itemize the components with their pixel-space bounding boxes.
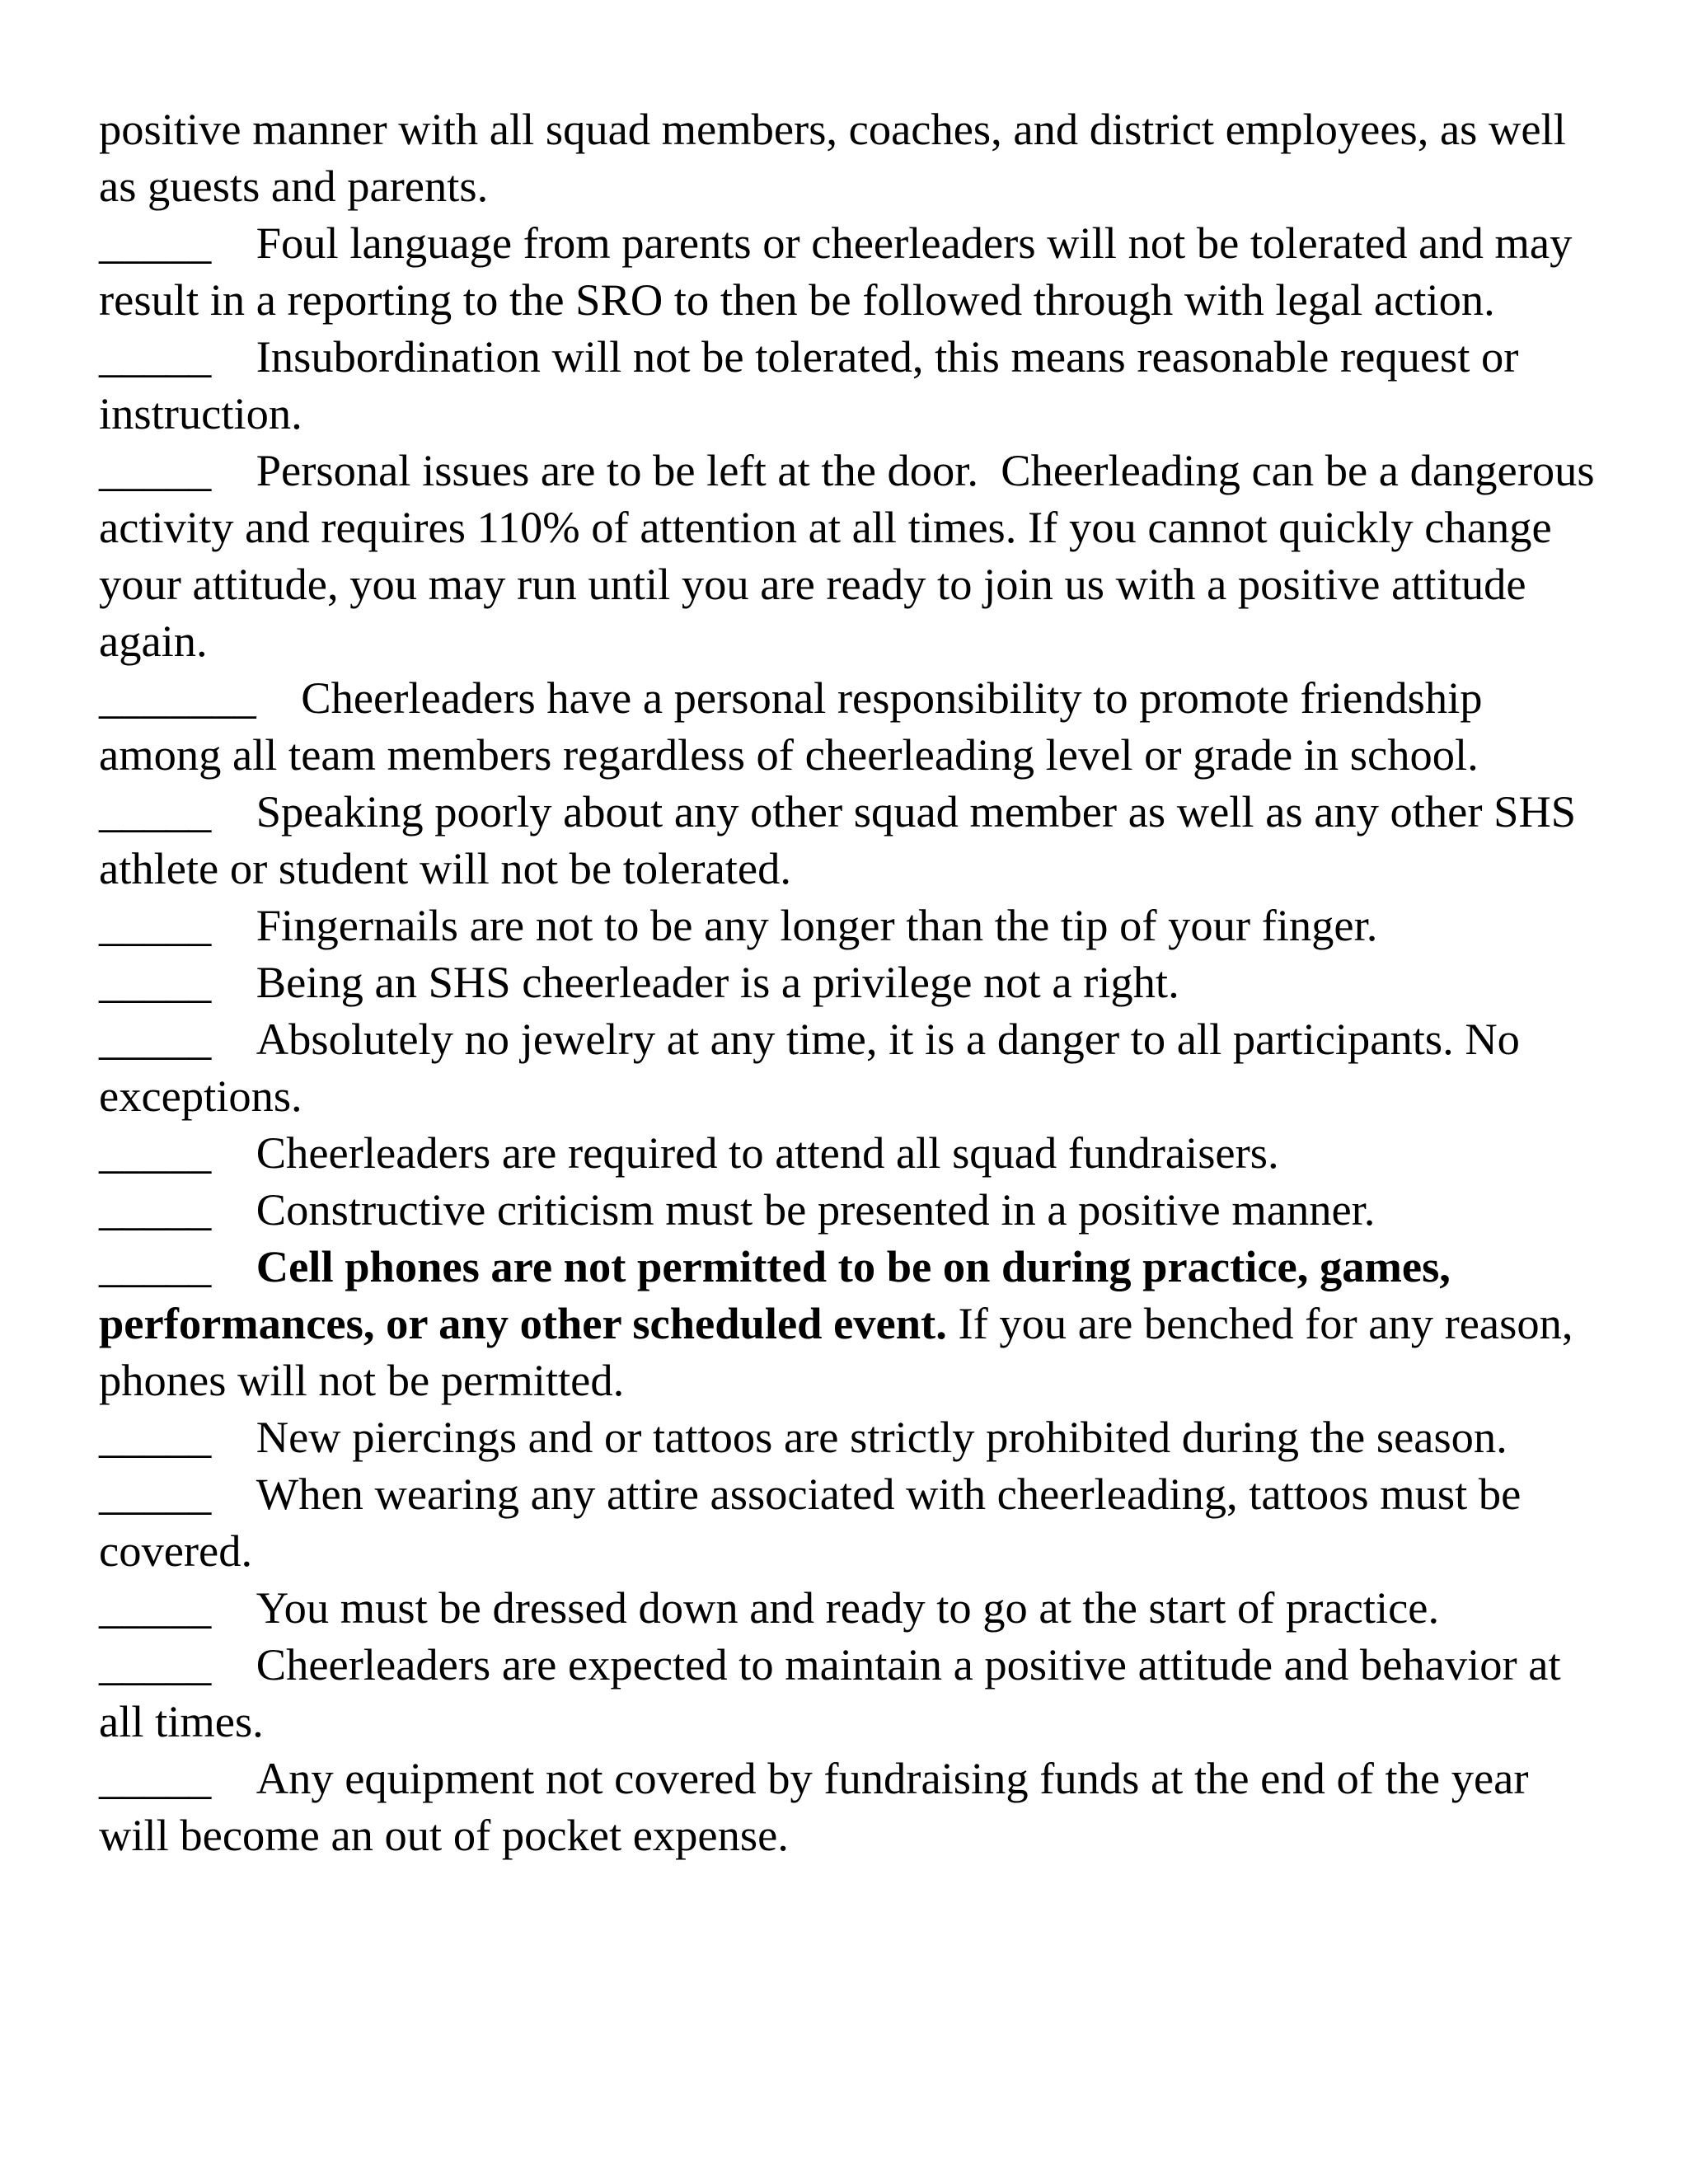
rule-item bbox=[99, 1010, 1599, 1124]
rule-text: Constructive criticism must be presented in a positive manner. bbox=[256, 1184, 1376, 1235]
rule-item bbox=[99, 442, 1606, 669]
initial-blank: _____ bbox=[99, 957, 212, 1007]
rule-text: Fingernails are not to be any longer than the tip of your finger. bbox=[256, 900, 1378, 950]
rule-text: Foul language from parents or cheerleaders will not be tolerated and may result in a reporting to the SRO to then be followed through with legal action. bbox=[99, 218, 1573, 325]
rule-item bbox=[99, 1636, 1599, 1750]
rule-text: Any equipment not covered by fundraising funds at the end of the year will become an out of pocket expense. bbox=[99, 1753, 1529, 1860]
rule-text: Being an SHS cheerleader is a privilege not a right. bbox=[256, 957, 1179, 1007]
rule-text: Cheerleaders are expected to maintain a positive attitude and behavior at all times. bbox=[99, 1639, 1561, 1746]
rule-text: Speaking poorly about any other squad member as well as any other SHS athlete or student will not be tolerated. bbox=[99, 786, 1577, 893]
rule-bold-text: Cell phones are not permitted to be on during practice, games, performances, or any other scheduled event. bbox=[99, 1241, 1451, 1348]
initial-blank: _______ bbox=[99, 673, 256, 723]
document-page bbox=[99, 101, 1606, 1863]
rule-item bbox=[99, 214, 1599, 328]
rule-item bbox=[99, 1579, 1599, 1636]
rule-item bbox=[99, 954, 1599, 1010]
initial-blank: _____ bbox=[99, 1469, 212, 1519]
initial-blank: _____ bbox=[99, 1184, 212, 1235]
rule-item bbox=[99, 1238, 1599, 1408]
rule-item bbox=[99, 1750, 1599, 1863]
rule-item bbox=[99, 1408, 1599, 1465]
rule-text: When wearing any attire associated with cheerleading, tattoos must be covered. bbox=[99, 1469, 1522, 1576]
rule-text: You must be dressed down and ready to go at the start of practice. bbox=[256, 1582, 1440, 1633]
initial-blank: _____ bbox=[99, 331, 212, 382]
rule-item bbox=[99, 1124, 1599, 1181]
rule-text: If you are benched for any reason, phones will not be permitted. bbox=[99, 1298, 1573, 1405]
rule-item bbox=[99, 783, 1599, 897]
rule-text: New piercings and or tattoos are strictly prohibited during the season. bbox=[256, 1412, 1507, 1462]
initial-blank: _____ bbox=[99, 1127, 212, 1178]
initial-blank: _____ bbox=[99, 218, 212, 268]
rule-text: Cheerleaders are required to attend all squad fundraisers. bbox=[256, 1127, 1279, 1178]
rule-item bbox=[99, 328, 1599, 442]
rule-item bbox=[99, 669, 1599, 783]
rule-item bbox=[99, 897, 1599, 954]
initial-blank: _____ bbox=[99, 1014, 212, 1064]
initial-blank: _____ bbox=[99, 1241, 212, 1291]
rule-text: Insubordination will not be tolerated, this means reasonable request or instruction. bbox=[99, 331, 1519, 438]
rule-item bbox=[99, 1181, 1599, 1238]
initial-blank: _____ bbox=[99, 786, 212, 837]
intro-paragraph: positive manner with all squad members, coaches, and district employees, as well as guests and parents. bbox=[99, 104, 1566, 211]
rule-text: Absolutely no jewelry at any time, it is a danger to all participants. No exceptions. bbox=[99, 1014, 1520, 1121]
rule-text: Cheerleaders have a personal responsibility to promote friendship among all team members regardless of cheerleading level or grade in school. bbox=[99, 673, 1483, 780]
initial-blank: _____ bbox=[99, 1412, 212, 1462]
rule-item bbox=[99, 1465, 1599, 1579]
initial-blank: _____ bbox=[99, 900, 212, 950]
initial-blank: _____ bbox=[99, 1753, 212, 1803]
initial-blank: _____ bbox=[99, 1639, 212, 1690]
initial-blank: _____ bbox=[99, 1582, 212, 1633]
initial-blank: _____ bbox=[99, 445, 212, 495]
rule-text: Personal issues are to be left at the door. Cheerleading can be a dangerous activity and requires 110% of attention at all times. If you cannot quickly change your attitude, you may run until you are ready to join us with a positive attitude again. bbox=[99, 445, 1606, 666]
